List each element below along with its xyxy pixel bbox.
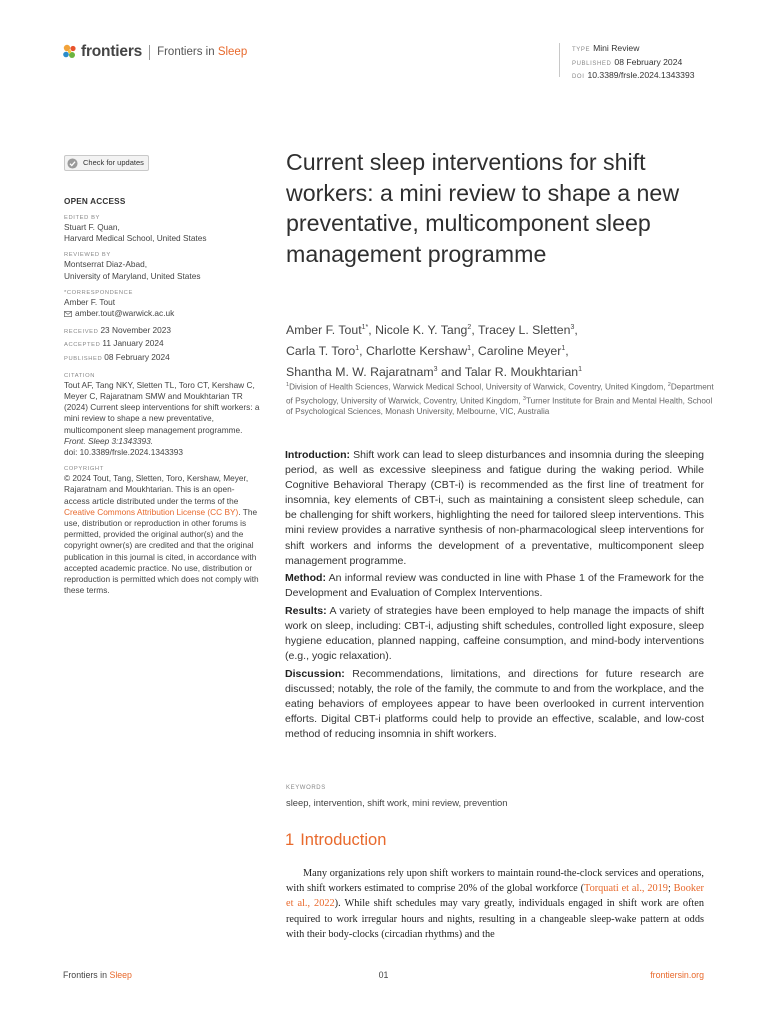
affiliation-text: Department of Psychology, University of Warwick, Coventry, United Kingdom,	[286, 382, 714, 406]
correspondence-name: Amber F. Tout	[64, 296, 116, 307]
envelope-icon	[64, 311, 72, 317]
abstract-paragraph	[285, 571, 704, 601]
cc-by-license-link[interactable]: Creative Commons Attribution License (CC BY)	[64, 506, 239, 517]
open-access-label: OPEN ACCESS	[64, 196, 126, 206]
abstract-paragraph	[285, 448, 704, 569]
author-affiliation-sup: 3	[433, 365, 438, 373]
keywords: sleep, intervention, shift work, mini review, prevention	[286, 797, 508, 808]
abstract-section-label: Method:	[285, 572, 327, 585]
doi-value[interactable]: 10.3389/frsle.2024.1343393	[587, 70, 695, 80]
affiliation-sup: 2	[667, 382, 671, 388]
check-for-updates-button[interactable]	[64, 155, 149, 171]
affiliation-text: Division of Health Sciences, Warwick Medical School, University of Warwick, Coventry, United Kingdom,	[289, 382, 668, 392]
journal-name[interactable]	[157, 46, 247, 58]
author-name[interactable]: Charlotte Kershaw	[366, 343, 468, 358]
author-name[interactable]: Talar R. Moukhtarian	[464, 364, 579, 379]
copyright-label: COPYRIGHT	[64, 466, 104, 473]
reviewer-name: Montserrat Diaz-Abad,	[64, 259, 148, 270]
author-affiliation-sup: 1	[355, 344, 360, 352]
frontiers-logo[interactable]	[62, 43, 247, 61]
doi-row: DOI 10.3389/frsle.2024.1343393	[572, 70, 695, 80]
logo-divider	[149, 45, 150, 60]
copyright-text: © 2024 Tout, Tang, Sletten, Toro, Kershaw, Meyer, Rajaratnam and Moukhtarian. This is an open-access article distributed under the terms of the Creative Commons Attribution License (CC BY). The use, distribution or reproduction in other forums is permitted, provided the original author(s) and the copyright owner(s) are credited and that the original publication in this journal is cited, in accordance with accepted academic practice. No use, distribution or reproduction is permitted which does not comply with these terms.	[64, 473, 259, 596]
sidebar-published-row: PUBLISHED 08 February 2024	[64, 351, 170, 362]
correspondence-email-row[interactable]	[64, 308, 260, 319]
author-affiliation-sup: 1*	[361, 324, 369, 331]
received-row: RECEIVED 23 November 2023	[64, 325, 172, 336]
editor-affiliation: Harvard Medical School, United States	[64, 233, 207, 244]
section-number: 1	[285, 831, 295, 849]
page-number: 01	[378, 970, 389, 980]
body-paragraph: Many organizations rely upon shift workers to maintain round-the-clock services and operations, with shift workers estimated to comprise 20% of the global workforce (Torquati et al., 2019; Booker et al., 2022). While shift schedules may vary greatly, individuals engaged in shift work are often required to work irregular hours and nights, resulting in a changeable sleep-wake pattern at odds with their body-clocks (circadian rhythms) and the	[286, 868, 704, 940]
type-row: TYPE Mini Review	[572, 43, 640, 53]
dates-block	[64, 325, 260, 365]
editor-name: Stuart F. Quan,	[64, 221, 120, 232]
author-name[interactable]: Shantha M. W. Rajaratnam	[286, 364, 434, 379]
author-separator: ,	[368, 323, 376, 338]
article-title: Current sleep interventions for shift workers: a mini review to shape a new preventative, multicomponent sleep management programme	[286, 149, 680, 267]
author-name[interactable]: Tracey L. Sletten	[477, 323, 571, 338]
reviewed-by-label: REVIEWED BY	[64, 252, 111, 259]
page-footer	[63, 970, 704, 984]
author-separator: ,	[471, 323, 478, 338]
abstract-paragraph	[285, 604, 704, 664]
abstract-paragraph	[285, 667, 704, 742]
author-affiliation-sup: 1	[578, 365, 583, 373]
section-heading	[285, 831, 386, 850]
reference-link[interactable]: Torquati et al., 2019	[584, 883, 668, 895]
section-title: Introduction	[300, 831, 387, 849]
article-info-sidebar	[64, 155, 260, 596]
abstract-section-label: Introduction:	[285, 449, 351, 461]
accepted-row: ACCEPTED 11 January 2024	[64, 338, 164, 349]
affiliation-text: Turner Institute for Brain and Mental Health, School of Psychological Sciences, Monash University, Melbourne, VIC, Australia	[286, 396, 713, 417]
journal-prefix: Frontiers in	[157, 46, 215, 58]
author-list	[286, 319, 716, 382]
citation-text: Tout AF, Tang NKY, Sletten TL, Toro CT, Kershaw C, Meyer C, Rajaratnam SMW and Moukhtarian TR (2024) Current sleep interventions for shift workers: a mini review to shape a new preventative, multicomponent sleep management programme.	[64, 379, 260, 435]
author-separator: ,	[359, 343, 367, 358]
author-name[interactable]: Caroline Meyer	[477, 343, 562, 358]
footer-journal: Frontiers in Sleep	[63, 970, 132, 980]
author-affiliation-sup: 2	[467, 324, 472, 331]
author-name[interactable]: Nicole K. Y. Tang	[375, 323, 468, 338]
author-separator: ,	[565, 343, 569, 358]
abstract	[285, 448, 704, 745]
author-affiliation-sup: 1	[561, 344, 566, 352]
article-meta	[559, 43, 695, 80]
abstract-text: An informal review was conducted in line with Phase 1 of the Framework for the Development and Evaluation of Complex Interventions.	[285, 572, 704, 600]
abstract-text: Recommendations, limitations, and directions for future research are discussed; notably, the role of the family, the commute to and from the workplace, and the eating behaviors of employees appear to have been overlooked in current intervention efforts. Digital CBT-i platforms could help to provide an effective, scalable, and low-cost method of reducing insomnia in shift workers.	[285, 668, 704, 741]
reference-link[interactable]: Booker et al., 2022	[286, 883, 704, 910]
journal-sleep: Sleep	[217, 46, 248, 58]
author-separator: ,	[574, 323, 578, 338]
affiliation-sup: 1	[286, 382, 290, 388]
published-row: PUBLISHED 08 February 2024	[572, 56, 683, 67]
type-value: Mini Review	[593, 43, 640, 53]
keywords-label: KEYWORDS	[286, 785, 326, 791]
author-affiliation-sup: 1	[467, 344, 472, 352]
check-updates-label: Check for updates	[83, 158, 144, 168]
citation-label: CITATION	[64, 372, 95, 379]
author-affiliation-sup: 3	[570, 324, 575, 331]
author-name[interactable]: Amber F. Tout	[286, 323, 362, 338]
citation-doi[interactable]: doi: 10.3389/frsle.2024.1343393	[64, 446, 184, 457]
frontiers-logo-icon	[62, 44, 78, 60]
affiliation-sup: 3	[522, 395, 526, 402]
abstract-text: Shift work can lead to sleep disturbances and insomnia during the sleeping period, as well as excessive sleepiness and fatigue during the waking period. While Cognitive Behavioral Therapy (CBT-i) is recommended as the first line of treatment for insomnia, key elements of CBT-i, such as maintaining a consistent sleep schedule, can be challenging for shift workers, highlighting the need for tailored sleep interventions. This mini review provides a narrative synthesis of non-pharmacological sleep interventions for shift workers and informs the development of a preventative, multicomponent sleep management programme.	[285, 449, 704, 567]
abstract-section-label: Results:	[285, 605, 327, 618]
edited-by-label: EDITED BY	[64, 214, 101, 221]
page-header	[62, 43, 712, 79]
author-separator: ,	[471, 343, 478, 358]
check-updates-icon	[67, 158, 78, 169]
logo-wordmark: frontiers	[81, 43, 143, 60]
correspondence-label: *CORRESPONDENCE	[64, 289, 133, 296]
author-separator: and	[437, 364, 465, 379]
abstract-section-label: Discussion:	[285, 668, 345, 681]
author-name[interactable]: Carla T. Toro	[286, 343, 356, 358]
reviewer-affiliation: University of Maryland, United States	[64, 270, 201, 281]
citation-journal: Front. Sleep 3:1343393.	[64, 435, 154, 446]
footer-site-link[interactable]: frontiersin.org	[650, 970, 704, 980]
abstract-text: A variety of strategies have been employed to help manage the impacts of shift work on sleep, including: CBT-i, adjusting shift schedules, controlled light exposure, sleep hygiene education, planned napping, caffeine consumption, and mind-body interventions (e.g., yogic relaxation).	[285, 605, 704, 663]
published-value: 08 February 2024	[614, 56, 683, 67]
correspondence-email[interactable]: amber.tout@warwick.ac.uk	[75, 307, 175, 318]
affiliations	[286, 380, 716, 418]
